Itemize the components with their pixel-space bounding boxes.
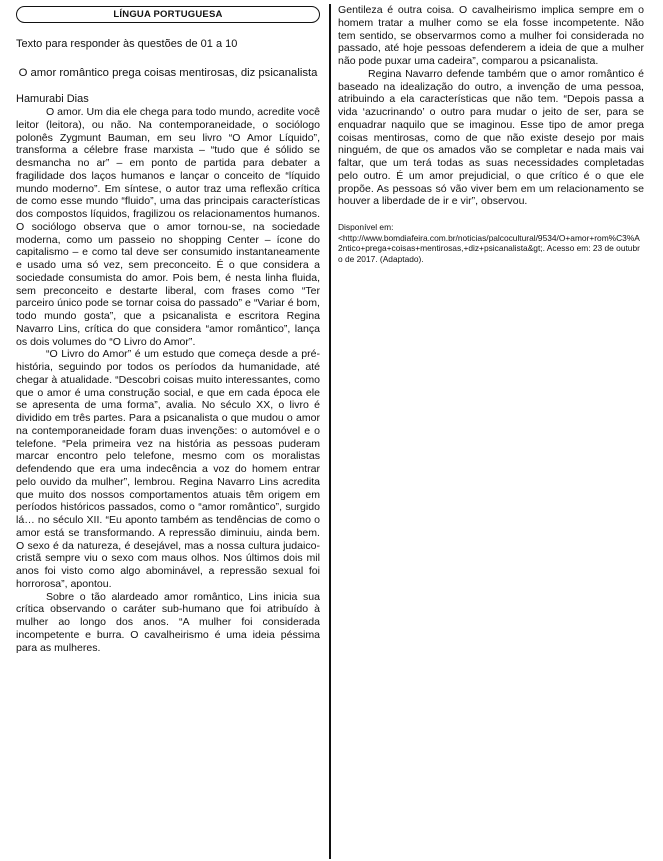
source-citation: <http://www.bomdiafeira.com.br/noticias/palcocultural/9534/O+amor+rom%C3%A2ntico+prega+coisas+mentirosas,+diz+psicanalista&gt;. Acesso em: 23 de outubro de 2017. (Adaptado). <box>338 232 640 264</box>
subject-header <box>16 6 320 23</box>
source-label: Disponível em: <box>338 222 394 232</box>
subject-title: LÍNGUA PORTUGUESA <box>113 9 223 20</box>
paragraph-3-start: Sobre o tão alardeado amor romântico, Lins inicia sua crítica observando o caráter sub-humano que foi atribuído à mulher ao longo dos anos. “A mulher foi considerada incompetente e burra. O cavalheirismo é uma ideia péssima para as mulheres. <box>16 590 320 654</box>
column-divider <box>329 4 331 859</box>
paragraph-3-end: Gentileza é outra coisa. O cavalheirismo implica sempre em o homem tratar a mulher como se ela fosse incompetente. Não tem sentido, se observarmos como a mulher foi considerada no passado, até hoje pessoas defenderem a ideia de que a mulher não pode puxar uma cadeira”, comparou a psicanalista. <box>338 4 644 67</box>
right-column <box>338 4 644 264</box>
paragraph-2: “O Livro do Amor” é um estudo que começa desde a pré-história, seguindo por todos os períodos da humanidade, até chegar à atualidade. “Descobri coisas muito interessantes, como que o amor é uma construção social, e que em cada época ele se apresenta de uma forma”, avalia. No século XX, o livro é dividido em três partes. Para a psicanalista o que mudou o amor na contemporaneidade foram duas invenções: o automóvel e o telefone. “Pela primeira vez na história as pessoas puderam marcar encontro pelo telefone, mesmo com os moralistas defendendo que era uma indecência a voz do homem entrar pelo ouvido da mulher”, lembrou. Regina Navarro Lins acredita que muito dos nossos comportamentos atuais têm origem em períodos históricos passados, como o “amor romântico”, surgido lá… no século XII. “Eu aponto também as tendências de como o amor está se transformando. A repressão diminuiu, ainda bem. O sexo é da natureza, é desejável, mas a nossa cultura judaico-cristã sempre viu o sexo com maus olhos. Nos últimos dois mil anos foi visto como algo abominável, a repressão sexual foi horrorosa”, apontou. <box>16 348 320 590</box>
article-title: O amor romântico prega coisas mentirosas, diz psicanalista <box>18 67 318 79</box>
article-author: Hamurabi Dias <box>16 93 89 105</box>
paragraph-1: O amor. Um dia ele chega para todo mundo, acredite você leitor (leitora), ou não. Na contemporaneidade, o sociólogo polonês Zygmunt Bauman, em seu livro “O Amor Líquido”, transforma a célebre frase marxista – “tudo que é sólido se desmancha no ar” – em ponto de partida para debater a fragilidade dos laços humanos e lançar o conceito de “líquido mundo moderno”. Em síntese, o autor traz uma reflexão crítica de como esse mundo “fluido”, uma das principais características dos compostos líquidos, fragilizou os relacionamentos humanos. O sociólogo observa que o amor tornou-se, na sociedade moderna, como um passeio no shopping Center – ícone do capitalismo – e como tal deve ser consumido instantaneamente e usado uma só vez, sem preconceito. É o que considera a sociedade consumista do amor. Pois bem, é nesta linha fluida, sem preconceito e destarte liberal, com frases como “Ter parceiro único pode se tornar coisa do passado” e “Variar é bom, todo mundo gosta”, que a psicanalista e escritora Regina Navarro Lins, crítica do que considera “amor romântico”, lança os dois volumes do “O Livro do Amor”. <box>16 106 320 348</box>
left-column <box>16 6 320 654</box>
instruction-text: Texto para responder às questões de 01 a 10 <box>16 38 238 50</box>
paragraph-4: Regina Navarro defende também que o amor romântico é baseado na idealização do outro, a invenção de uma pessoa, atribuindo a ela características que não tem. “Depois passa a vida ‘azucrinando’ o outro para mudar o jeito de ser, para se enquadrar naquilo que se imaginou. Esse tipo de amor prega coisas mentirosas, como de que não existe desejo por mais ninguém, de que os amados vão se completar e nada mais vai faltar, que um terá todas as suas necessidades completadas pelo outro. É um amor prejudicial, o que crítico é o que ele propõe. As pessoas só vão viver bem em um relacionamento se houver a liberdade de ir e vir”, observou. <box>338 67 644 208</box>
